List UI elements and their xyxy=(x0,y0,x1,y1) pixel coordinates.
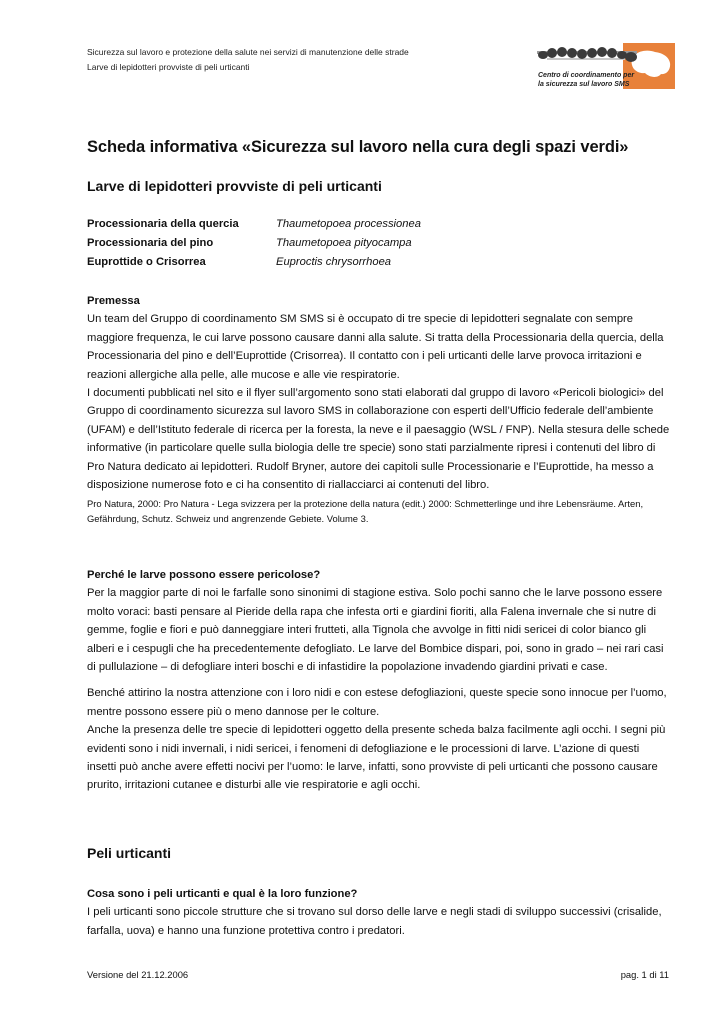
species-row xyxy=(87,215,421,234)
section-peli xyxy=(87,885,671,940)
header-line-1: Sicurezza sul lavoro e protezione della salute nei servizi di manutenzione delle strade xyxy=(87,47,409,57)
species-common-name: Processionaria del pino xyxy=(87,237,214,249)
paragraph: Benché attirino la nostra attenzione con i loro nidi e con estese defogliazioni, queste specie sono innocue per l’uomo, mentre possono essere più o meno dannose per le colture. xyxy=(87,687,667,718)
paragraph: I peli urticanti sono piccole strutture che si trovano sul dorso delle larve e negli stadi di sviluppo successivi (crisalide, farfalla, uova) e hanno una funzione protettiva contro i predatori. xyxy=(87,906,662,937)
document-title: Scheda informativa «Sicurezza sul lavoro nella cura degli spazi verdi» xyxy=(87,138,629,156)
species-latin-name: Thaumetopoea processionea xyxy=(276,218,421,230)
footer-page-number: pag. 1 di 11 xyxy=(620,969,669,980)
species-row xyxy=(87,234,421,253)
section-heading: Premessa xyxy=(87,295,140,307)
paragraph: Per la maggior parte di noi le farfalle sono sinonimi di stagione estiva. Solo pochi sanno che le larve possono essere molto voraci: basti pensare al Pieride della rapa che infesta orti e giardini fioriti, alla Falena invernale che si nutre di gemme, foglie e fiori e può danneggiare interi frutteti, alla Tignola che avvolge in fitti nidi sericei di color bianco gli alberi e i cespugli che ha precedentemente defogliato. Le larve del Bombice dispari, poi, sono in grado – nei rari casi di pullulazione – di defogliare interi boschi e di infastidire la popolazione invadendo giardini privati e case. xyxy=(87,587,664,674)
section-heading: Perché le larve possono essere pericolose? xyxy=(87,569,321,581)
paragraph: I documenti pubblicati nel sito e il flyer sull’argomento sono stati elaborati dal gruppo di lavoro «Pericoli biologici» del Gruppo di coordinamento sicurezza sul lavoro SMS in collaborazione con esperti dell’Ufficio federale dell’ambiente (UFAM) e dell’Istituto federale di ricerca per la foresta, la neve e il paesaggio (WSL / FNP). Nella stesura delle schede informative (in particolare quelle sulla biologia delle tre specie) sono stati parzialmente ripresi i contenuti del libro di Pro Natura dedicato ai lepidotteri. Rudolf Bryner, autore dei capitoli sulle Processionarie e l’Euprottide, ha messo a disposizione numerose foto e ci ha consentito di riallacciarci ai contenuti del libro. xyxy=(87,387,670,492)
species-latin-name: Euproctis chrysorrhoea xyxy=(276,256,392,268)
document-subtitle: Larve di lepidotteri provviste di peli urticanti xyxy=(87,178,382,194)
paragraph: Anche la presenza delle tre specie di lepidotteri oggetto della presente scheda balza facilmente agli occhi. I segni più evidenti sono i nidi invernali, i nidi sericei, i fenomeni di defogliazione e le processioni di larve. L’azione di questi insetti può anche avere effetti nocivi per l’uomo: le larve, infatti, sono provviste di peli urticanti che possono causare prurito, irritazioni cutanee e disturbi alle vie respiratorie e agli occhi. xyxy=(87,724,666,792)
section-title-peli: Peli urticanti xyxy=(87,845,172,861)
species-common-name: Euprottide o Crisorrea xyxy=(87,256,206,268)
paragraph: Un team del Gruppo di coordinamento SM SMS si è occupato di tre specie di lepidotteri segnalate con sempre maggiore frequenza, le cui larve possono causare danni alla salute. Si tratta della Processionaria della quercia, della Processionaria del pino e dell’Euprottide (Crisorrea). Il contatto con i peli urticanti delle larve provoca irritazioni e reazioni allergiche alla pelle, alle mucose e alle vie respiratorie. xyxy=(87,313,664,381)
species-list xyxy=(87,215,421,272)
reference-note: Pro Natura, 2000: Pro Natura - Lega svizzera per la protezione della natura (edit.) 2000: Schmetterlinge und ihre Lebensräume. Arten, Gefährdung, Schutz. Schweiz und angrenzende Gebiete. Volume 3. xyxy=(87,498,644,524)
species-common-name: Processionaria della quercia xyxy=(87,218,239,230)
species-row xyxy=(87,253,421,272)
species-latin-name: Thaumetopoea pityocampa xyxy=(276,237,412,249)
footer-version: Versione del 21.12.2006 xyxy=(87,969,189,980)
section-premessa xyxy=(87,292,671,526)
logo-caption: Centro di coordinamento per la sicurezza sul lavoro SMS xyxy=(538,72,635,88)
section-heading: Cosa sono i peli urticanti e qual è la loro funzione? xyxy=(87,888,358,900)
section-pericolose xyxy=(87,566,671,795)
header-line-2: Larve di lepidotteri provviste di peli urticanti xyxy=(87,62,250,72)
